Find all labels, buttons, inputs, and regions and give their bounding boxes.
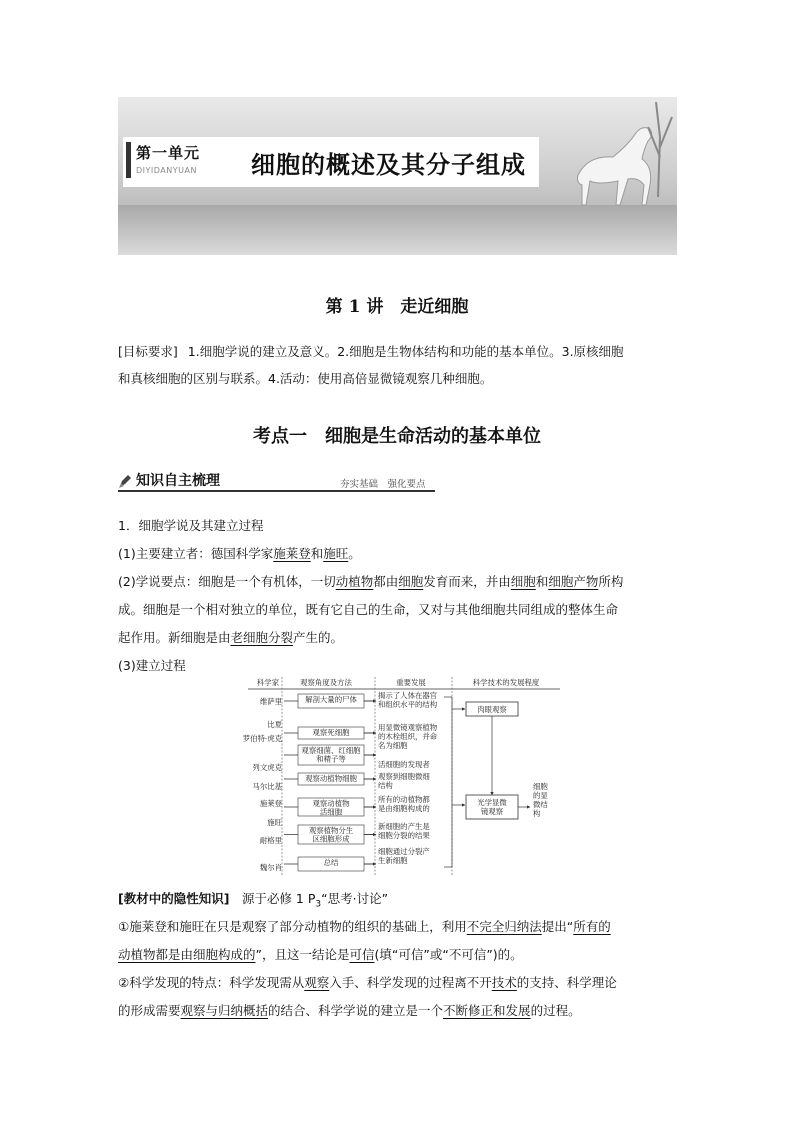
development-text: 是由细胞构成的	[378, 804, 430, 813]
unit-label: 第一单元	[136, 144, 201, 162]
method-text: 观察细菌、红细胞	[301, 746, 361, 755]
answer: 所有的	[573, 919, 611, 934]
text: “思考·讨论”	[321, 891, 389, 906]
diagram-header: 观察角度及方法	[300, 678, 352, 687]
text: 都由	[373, 574, 399, 589]
scientist-name: 列文虎克	[252, 763, 282, 772]
method-text: 区细胞形成	[312, 834, 350, 844]
text: (2)学说要点：细胞是一个有机体，一切	[118, 574, 336, 589]
goals-line-2: 和真核细胞的区别与联系。4.活动：使用高倍显微镜观察几种细胞。	[118, 371, 493, 386]
answer: 不完全归纳法	[466, 919, 542, 934]
text: 的过程。	[530, 1003, 581, 1018]
development-text: 活细胞的发现者	[378, 760, 430, 769]
goals-label: [目标要求]	[118, 344, 178, 359]
tech-microscope: 光学显微	[477, 798, 507, 807]
para-theory-points-2: 成。细胞是一个相对独立的单位，既有它自己的生命，又对与其他细胞共同组成的整体生命	[118, 602, 619, 617]
para-theory-points-1	[118, 568, 678, 596]
answer: 老细胞分裂	[230, 630, 294, 645]
answer: 观察	[304, 975, 330, 990]
method-text: 观察植物分生	[308, 826, 354, 835]
section-header	[118, 470, 435, 492]
development-text: 生新细胞	[378, 856, 408, 865]
text: 的形成需要	[118, 1003, 181, 1018]
question-2-line-2	[118, 997, 678, 1025]
text: 的结合、科学学说的建立是一个	[268, 1003, 444, 1018]
scientist-name: 马尔比基	[252, 782, 282, 791]
text: 。	[348, 546, 361, 561]
unit-pinyin: DIYIDANYUAN	[136, 166, 197, 175]
para-process: (3)建立过程	[118, 658, 186, 673]
method-text: 观察死细胞	[312, 728, 350, 737]
answer: 可信	[349, 947, 375, 962]
text: 和	[310, 546, 324, 561]
development-text: 用显微镜观察植物	[378, 723, 438, 732]
para-theory-points-3	[118, 624, 678, 652]
tree-illustration	[638, 97, 678, 197]
text: 发育而来，并由	[423, 574, 511, 589]
text: (填“可信”或“不可信”)的。	[374, 947, 523, 962]
section-rule	[118, 490, 435, 492]
scientist-name: 比夏	[267, 720, 282, 729]
result-text: 细胞	[533, 782, 548, 791]
method-text: 总结	[323, 858, 339, 867]
development-text: 的木栓组织，并命	[378, 732, 438, 741]
section-subtitle: 夯实基础 强化要点	[340, 479, 426, 490]
scientist-name: 施旺	[267, 818, 282, 827]
text: 产生的。	[293, 630, 344, 645]
development-text: 观察到细胞微细	[378, 772, 430, 781]
answer: 技术	[491, 975, 517, 990]
development-text: 结构	[378, 781, 393, 790]
text: (1)主要建立者：德国科学家	[118, 546, 274, 561]
answer: 细胞产物	[548, 574, 599, 589]
answer: 观察与归纳概括	[180, 1003, 269, 1018]
cell-theory-history-diagram	[242, 677, 560, 877]
goals-text-1: 1.细胞学说的建立及意义。2.细胞是生物体结构和功能的基本单位。3.原核细胞	[187, 344, 624, 359]
text: ①施莱登和施旺在只是观察了部分动植物的组织的基础上，利用	[118, 919, 467, 934]
development-text: 新细胞的产生是	[378, 822, 430, 831]
method-text: 解剖大量的尸体	[305, 695, 357, 704]
text: 提出“	[541, 919, 574, 934]
goals-line-1	[118, 338, 678, 366]
banner-ground	[118, 205, 677, 255]
text: 的支持、科学理论	[516, 975, 617, 990]
pencil-icon	[118, 473, 132, 489]
para-founders	[118, 540, 678, 568]
development-text: 细胞通过分裂产	[378, 847, 430, 856]
method-text: 观察动植物细胞	[305, 774, 357, 783]
development-text: 所有的动植物都	[378, 795, 430, 804]
answer: 动植物	[335, 574, 374, 589]
question-2-line-1	[118, 969, 678, 997]
lecture-title: 第 1 讲 走近细胞	[325, 297, 469, 317]
answer: 动植物都是由细胞构成的	[118, 947, 256, 962]
diagram-header: 科学家	[256, 678, 280, 687]
page-subscript: 3	[315, 899, 322, 910]
text: 入手、科学发现的过程离不开	[329, 975, 492, 990]
text: 源于必修 1 P	[229, 891, 316, 906]
tech-naked-eye: 肉眼观察	[477, 705, 507, 714]
development-text: 和组织水平的结构	[378, 700, 438, 709]
answer-schleiden: 施莱登	[273, 546, 311, 561]
method-text: 观察动植物	[312, 799, 350, 808]
text: 和	[535, 574, 549, 589]
text: ②科学发现的特点：科学发现需从	[118, 975, 305, 990]
scientist-name: 罗伯特·虎克	[242, 734, 282, 743]
hidden-knowledge-label: [教材中的隐性知识]	[118, 891, 230, 906]
answer: 细胞	[398, 574, 424, 589]
question-1-line-1	[118, 913, 678, 941]
result-text: 的显	[533, 791, 548, 800]
text: ”，且这一结论是	[255, 947, 350, 962]
method-text: 活细胞	[319, 807, 343, 817]
answer-schwann: 施旺	[323, 546, 349, 561]
scientist-name: 维萨里	[259, 697, 282, 706]
section-title: 知识自主梳理	[136, 473, 220, 489]
question-1-line-2	[118, 941, 678, 969]
method-text: 和精子等	[316, 754, 346, 764]
text: 所构	[598, 574, 624, 589]
development-text: 细胞分裂的结果	[378, 831, 430, 840]
result-text: 微结	[533, 800, 548, 809]
answer: 细胞	[510, 574, 536, 589]
heading-cell-theory: 1．细胞学说及其建立过程	[118, 518, 264, 533]
unit-title: 细胞的概述及其分子组成	[251, 151, 526, 179]
exam-point-title: 考点一 细胞是生命活动的基本单位	[253, 426, 541, 447]
diagram-header: 科学技术的发展程度	[472, 678, 540, 687]
text: 起作用。新细胞是由	[118, 630, 231, 645]
scientist-name: 魏尔肖	[259, 863, 282, 872]
answer: 不断修正和发展	[443, 1003, 531, 1018]
unit-accent-bar	[126, 142, 131, 178]
tech-microscope: 镜观察	[480, 807, 504, 816]
development-text: 名为细胞	[378, 741, 408, 750]
diagram-header: 重要发展	[396, 678, 426, 687]
scientist-name: 施莱登	[259, 799, 282, 808]
development-text: 揭示了人体在器官	[378, 691, 438, 700]
result-text: 构	[533, 809, 541, 818]
scientist-name: 耐格里	[259, 836, 282, 845]
